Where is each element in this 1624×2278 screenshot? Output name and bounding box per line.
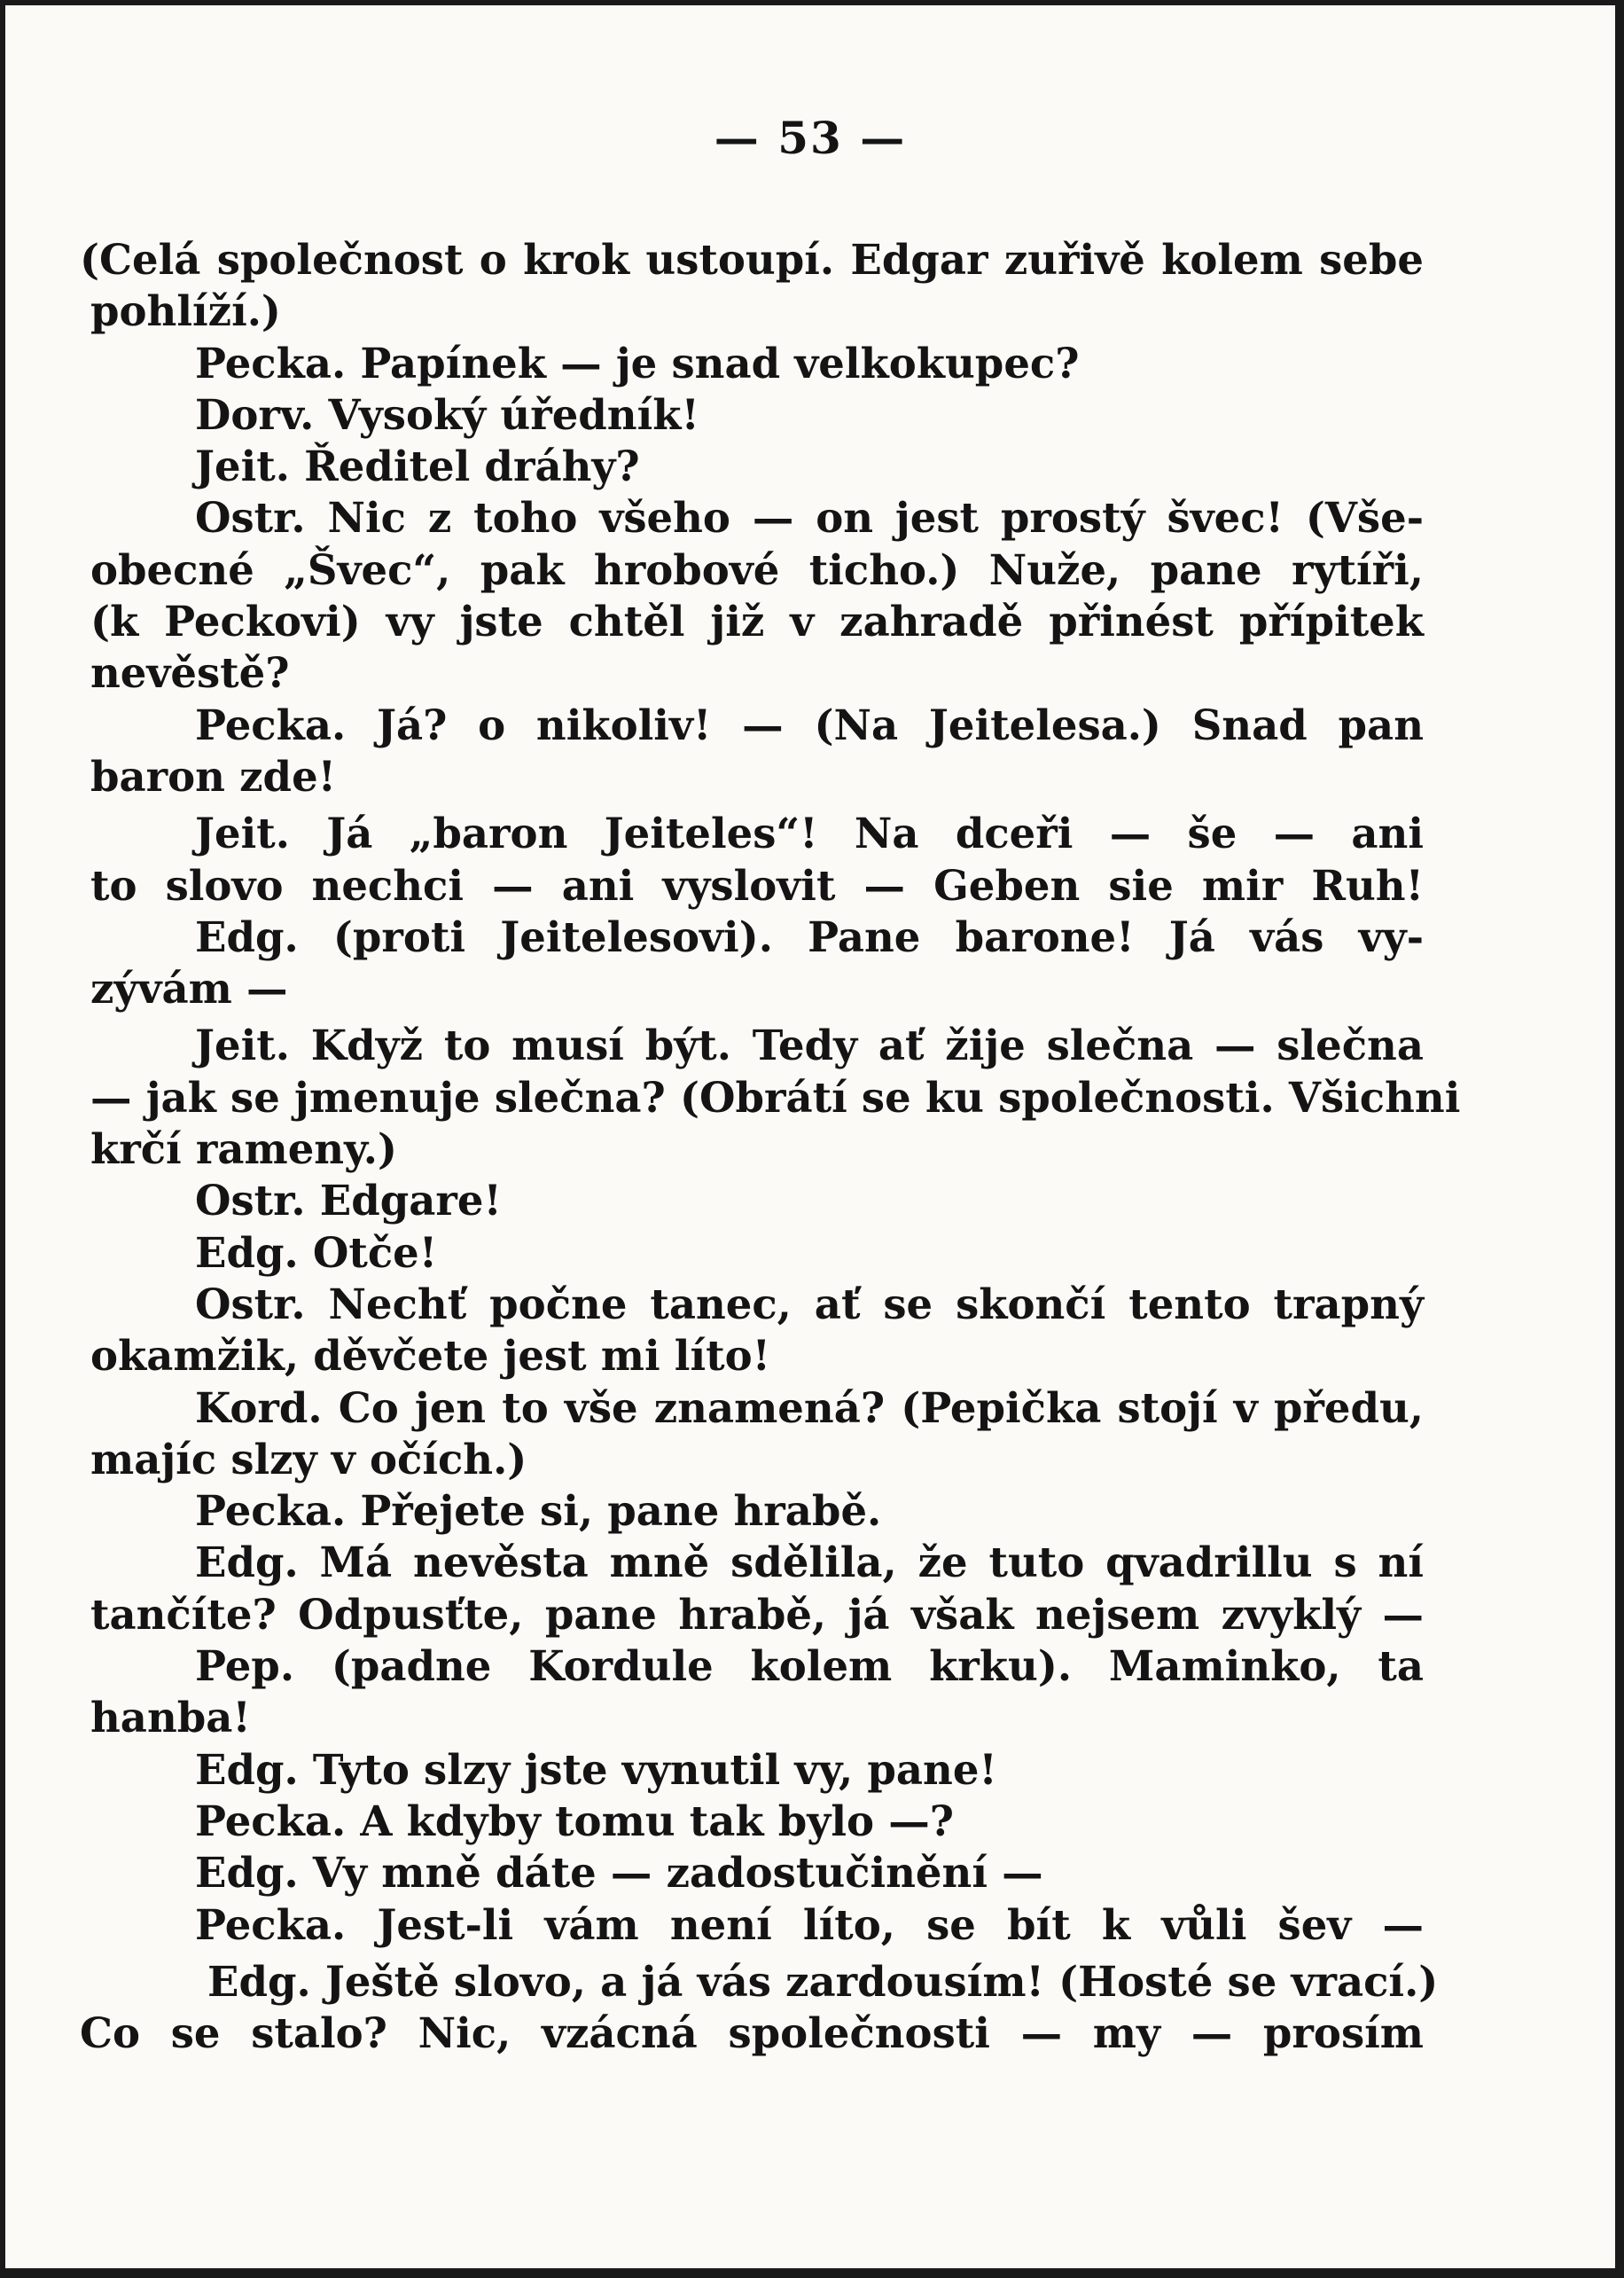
dialogue-line: nevěstě? <box>90 648 290 698</box>
dialogue-line: Pecka. Papínek — je snad velkokupec? <box>195 338 1080 387</box>
dialogue-line: Pecka. Já? o nikoliv! — (Na Jeitelesa.) Snad pan <box>195 700 1424 749</box>
dialogue-line: Ostr. Edgare! <box>195 1176 502 1225</box>
dialogue-line: Edg. Ještě slovo, a já vás zardousím! (Hosté se vrací.) <box>207 1956 1439 2006</box>
dialogue-line: baron zde! <box>90 751 337 801</box>
dialogue-line: zývám — <box>90 964 288 1014</box>
dialogue-line: Edg. Má nevěsta mně sdělila, že tuto qvadrillu s ní <box>195 1538 1424 1587</box>
dialogue-line: obecné „Švec“, pak hrobové ticho.) Nuže, pane rytíři, <box>90 544 1424 594</box>
dialogue-line: hanba! <box>90 1693 251 1742</box>
dialogue-line: Co se stalo? Nic, vzácná společnosti — my — prosím <box>80 2008 1424 2058</box>
dialogue-line: (k Peckovi) vy jste chtěl již v zahradě přinést přípitek <box>90 597 1424 646</box>
dialogue-line: Edg. Otče! <box>195 1227 438 1277</box>
dialogue-line: — jak se jmenuje slečna? (Obrátí se ku společnosti. Všichni <box>90 1072 1461 1122</box>
dialogue-line: majíc slzy v očích.) <box>90 1434 527 1483</box>
page-number: — 53 — <box>714 112 907 164</box>
dialogue-line: okamžik, děvčete jest mi líto! <box>90 1331 771 1381</box>
dialogue-line: Edg. Vy mně dáte — zadostučinění — <box>195 1848 1043 1898</box>
dialogue-line: Ostr. Nechť počne tanec, ať se skončí tento trapný <box>195 1279 1424 1328</box>
dialogue-line: to slovo nechci — ani vyslovit — Geben sie mir Ruh! <box>90 860 1424 910</box>
dialogue-line: Jeit. Když to musí být. Tedy ať žije slečna — slečna <box>195 1021 1424 1070</box>
dialogue-line: Pecka. Přejete si, pane hrabě. <box>195 1486 882 1536</box>
stage-direction-line: (Celá společnost o krok ustoupí. Edgar zuřivě kolem sebe <box>80 235 1424 284</box>
dialogue-line: Pep. (padne Kordule kolem krku). Maminko, ta <box>195 1641 1424 1691</box>
dialogue-line: Pecka. A kdyby tomu tak bylo —? <box>195 1796 954 1845</box>
dialogue-line: tančíte? Odpusťte, pane hrabě, já však nejsem zvyklý — <box>90 1589 1424 1639</box>
dialogue-line: Edg. Tyto slzy jste vynutil vy, pane! <box>195 1744 997 1794</box>
stage-direction-line: pohlíží.) <box>90 286 281 336</box>
dialogue-line: Ostr. Nic z toho všeho — on jest prostý švec! (Vše- <box>195 493 1424 543</box>
dialogue-line: krčí rameny.) <box>90 1124 397 1174</box>
dialogue-line: Jeit. Ředitel dráhy? <box>195 442 640 491</box>
book-page <box>5 5 1615 2268</box>
dialogue-line: Pecka. Jest-li vám není líto, se bít k vůli šev — <box>195 1899 1424 1949</box>
dialogue-line: Edg. (proti Jeitelesovi). Pane barone! Já vás vy- <box>195 912 1424 961</box>
dialogue-line: Jeit. Já „baron Jeiteles“! Na dceři — še — ani <box>195 809 1424 858</box>
dialogue-line: Dorv. Vysoký úředník! <box>195 389 699 439</box>
dialogue-line: Kord. Co jen to vše znamená? (Pepička stojí v předu, <box>195 1382 1424 1432</box>
play-text <box>80 234 1461 2059</box>
